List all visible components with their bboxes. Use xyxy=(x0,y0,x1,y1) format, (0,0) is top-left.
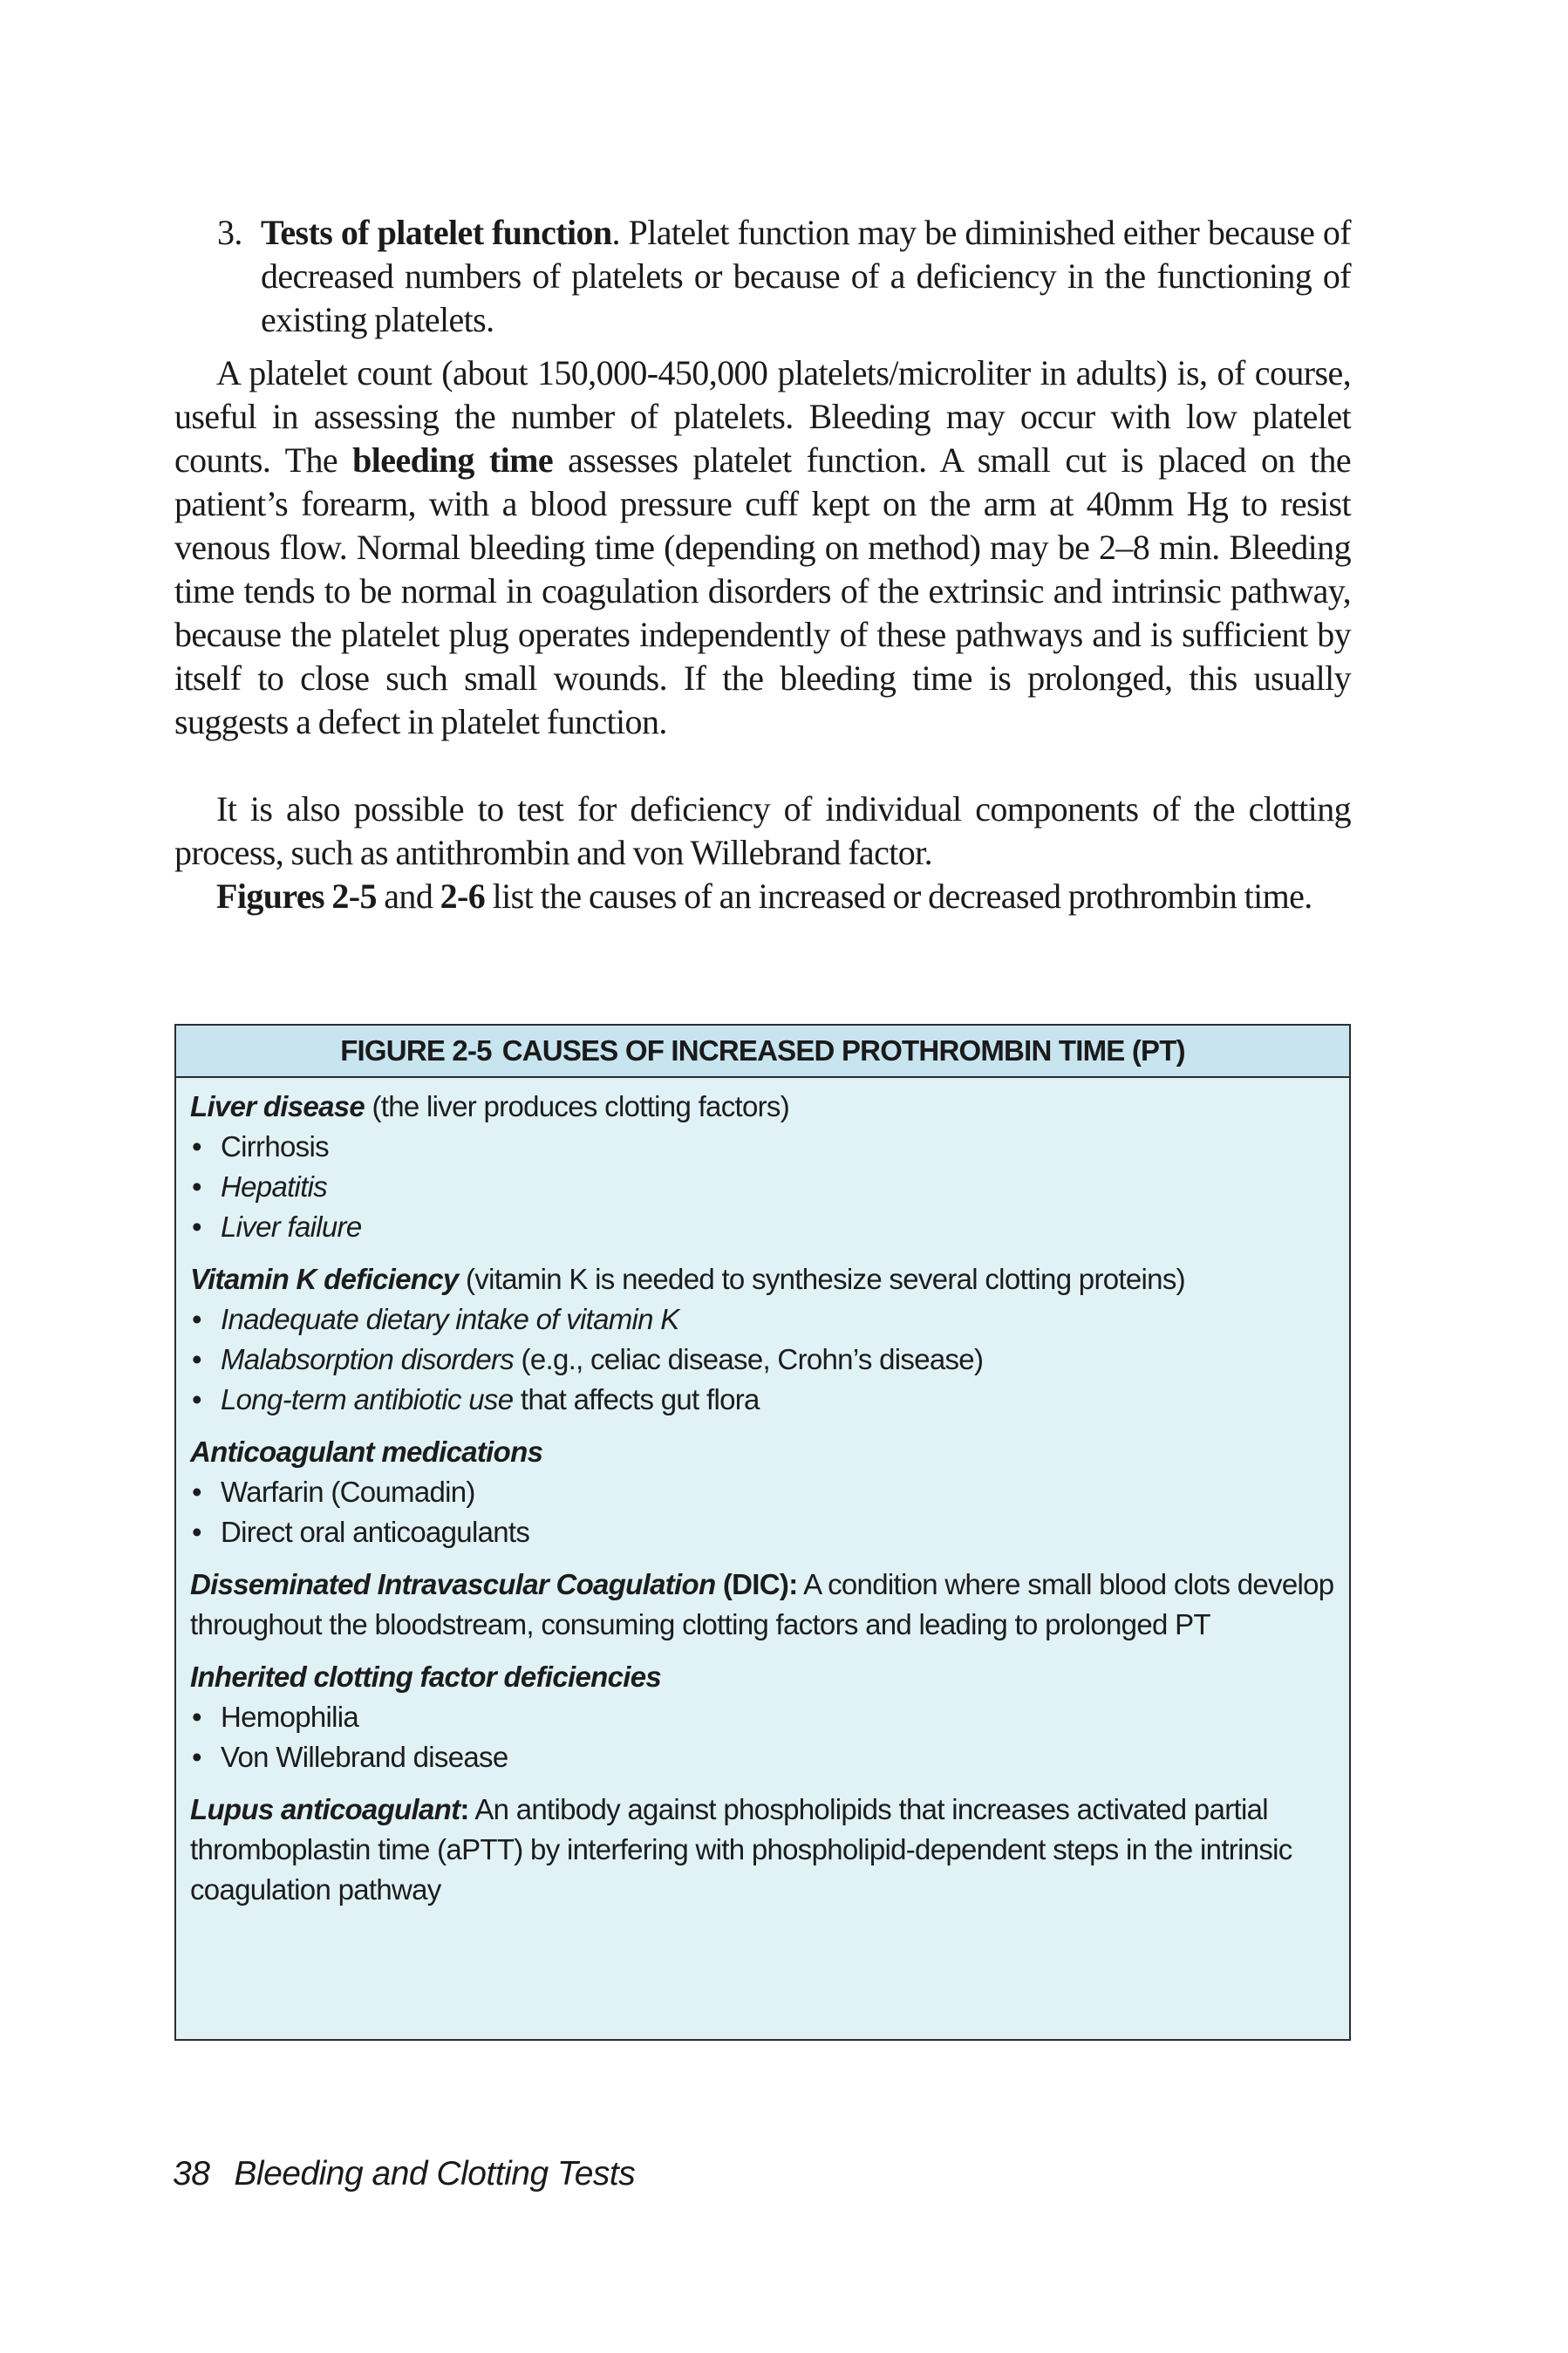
section-anticoagulant-medications xyxy=(190,1432,1335,1552)
section-colon: : xyxy=(460,1793,469,1825)
bullet-icon: • xyxy=(192,1170,201,1203)
running-title: Bleeding and Clotting Tests xyxy=(234,2155,636,2193)
item-text: that affects gut flora xyxy=(513,1383,760,1415)
section-heading: Inherited clotting factor deficiencies xyxy=(190,1661,662,1693)
paragraph-platelet-count xyxy=(174,351,1351,744)
item-text: Warfarin (Coumadin) xyxy=(221,1476,475,1508)
list-item-text: . Platelet function may be diminished either because of decreased numbers of platelets or because of a deficiency in the functioning of existing platelets. xyxy=(261,213,1351,339)
section-liver-disease xyxy=(190,1087,1335,1247)
item-text: Hemophilia xyxy=(221,1701,359,1733)
figure-number: FIGURE 2-5 xyxy=(340,1034,492,1067)
list-item xyxy=(190,1512,1335,1552)
figure-title: CAUSES OF INCREASED PROTHROMBIN TIME (PT) xyxy=(501,1034,1185,1067)
section-heading: Lupus anticoagulant xyxy=(190,1793,460,1825)
bullet-icon: • xyxy=(192,1211,201,1243)
list-item-body xyxy=(261,211,1351,342)
paragraph-text: It is also possible to test for deficiency of individual components of the clotting process, such as antithrombin and von Willebrand factor. xyxy=(174,789,1351,872)
list-item xyxy=(190,1697,1335,1737)
bullet-icon: • xyxy=(192,1701,201,1733)
item-text: Long-term antibiotic use xyxy=(221,1383,514,1415)
bullet-icon: • xyxy=(192,1343,201,1375)
item-text: Liver failure xyxy=(221,1211,362,1243)
section-abbr: (DIC): xyxy=(715,1568,798,1600)
section-heading: Anticoagulant medications xyxy=(190,1436,543,1468)
section-desc: (the liver produces clotting factors) xyxy=(365,1090,789,1122)
paragraph-text: list the causes of an increased or decreased prothrombin time. xyxy=(485,876,1312,916)
item-text: Inadequate dietary intake of vitamin K xyxy=(221,1303,679,1335)
page-number: 38 xyxy=(173,2155,210,2193)
bullet-icon: • xyxy=(192,1303,201,1335)
list-item xyxy=(190,1207,1335,1247)
paragraph-text: A platelet count (about 150,000-450,000 platelets/microliter in adults) is, of course, useful in assessing the number of platelets. Bleeding may occur with low platelet counts. The xyxy=(174,353,1351,480)
page-footer xyxy=(173,2152,635,2196)
section-heading: Disseminated Intravascular Coagulation xyxy=(190,1568,716,1600)
section-vitamin-k-deficiency xyxy=(190,1259,1335,1420)
figure-ref-2-5: Figures 2-5 xyxy=(216,876,377,916)
figure-2-5-box xyxy=(174,1024,1351,2041)
figure-ref-2-6: 2-6 xyxy=(440,876,486,916)
section-lupus-anticoagulant xyxy=(190,1790,1335,1910)
bullet-icon: • xyxy=(192,1476,201,1508)
list-number: 3. xyxy=(217,213,242,252)
bullet-icon: • xyxy=(192,1741,201,1773)
numbered-list-item xyxy=(174,211,1351,342)
bullet-icon: • xyxy=(192,1516,201,1548)
figure-header xyxy=(176,1026,1349,1078)
section-desc: (vitamin K is needed to synthesize several clotting proteins) xyxy=(458,1263,1185,1295)
list-item xyxy=(190,1380,1335,1420)
section-desc: An antibody against phospholipids that increases activated partial thromboplastin time (aPTT) by interfering with phospholipid-dependent steps in the intrinsic coagulation pathway xyxy=(190,1793,1292,1906)
bullet-icon: • xyxy=(192,1383,201,1415)
figure-body xyxy=(176,1078,1349,1910)
item-text: Von Willebrand disease xyxy=(221,1741,508,1773)
bullet-icon: • xyxy=(192,1130,201,1163)
list-item xyxy=(190,1340,1335,1380)
list-item xyxy=(190,1737,1335,1777)
section-inherited-deficiencies xyxy=(190,1657,1335,1777)
list-item xyxy=(190,1472,1335,1512)
item-text: Hepatitis xyxy=(221,1170,328,1203)
list-item xyxy=(190,1167,1335,1207)
item-text: Malabsorption disorders xyxy=(221,1343,515,1375)
term-bleeding-time: bleeding time xyxy=(352,440,554,480)
section-heading: Liver disease xyxy=(190,1090,365,1122)
section-dic xyxy=(190,1565,1335,1645)
item-text: (e.g., celiac disease, Crohn’s disease) xyxy=(514,1343,984,1375)
paragraph-individual-components xyxy=(174,788,1351,875)
list-item-lead: Tests of platelet function xyxy=(261,213,612,252)
paragraph-text: and xyxy=(376,876,440,916)
list-item xyxy=(190,1299,1335,1340)
paragraph-figure-reference xyxy=(174,875,1351,918)
item-text: Cirrhosis xyxy=(221,1130,329,1163)
item-text: Direct oral anticoagulants xyxy=(221,1516,530,1548)
paragraph-text: assesses platelet function. A small cut is placed on the patient’s forearm, with a blood pressure cuff kept on the arm at 40mm Hg to resist venous flow. Normal bleeding time (depending on method) may be 2–8 min. Bleeding time tends to be normal in coagulation disorders of the extrinsic and intrinsic pathway, because the platelet plug operates independently of these pathways and is sufficient by itself to close such small wounds. If the bleeding time is prolonged, this usually suggests a defect in platelet function. xyxy=(174,440,1351,741)
section-desc: A condition where small blood clots develop throughout the bloodstream, consuming clotting factors and leading to prolonged PT xyxy=(190,1568,1334,1640)
section-heading: Vitamin K deficiency xyxy=(190,1263,459,1295)
list-item xyxy=(190,1127,1335,1167)
